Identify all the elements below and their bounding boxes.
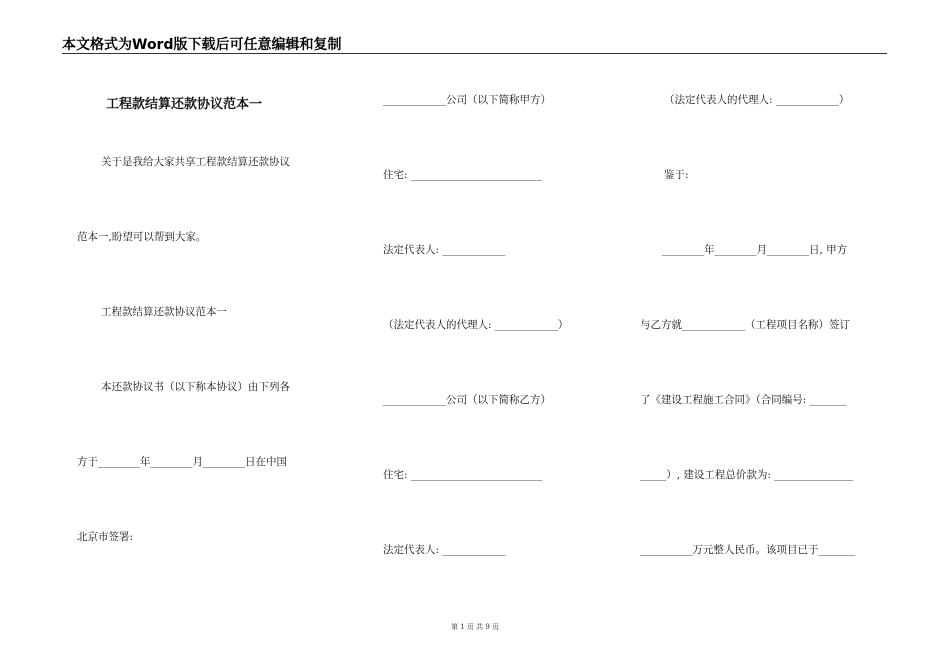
col3-line-6: _____）, 建设工程总价款为: _______________ — [640, 469, 854, 481]
col3-line-7: __________万元整人民币。该项目已于_______ — [640, 544, 856, 556]
col2-line-5: ____________公司（以下简称乙方） — [383, 394, 551, 406]
page-number: 第 1 页 共 9 页 — [450, 623, 500, 631]
col2-line-1: ____________公司（以下简称甲方） — [383, 94, 551, 106]
col1-line-1: 关于是我给大家共享工程款结算还款协议 — [101, 156, 290, 168]
col2-line-6: 住宅: _________________________ — [383, 469, 543, 481]
col1-line-5: 方于________年________月________日在中国 — [77, 456, 287, 468]
col3-line-3: ________年________月________日, 甲方 — [662, 244, 848, 256]
col1-line-4: 本还款协议书（以下称本协议）由下列各 — [101, 381, 290, 393]
col1-line-2: 范本一,盼望可以帮到大家。 — [77, 231, 207, 243]
document-title: 工程款结算还款协议范本一 — [106, 97, 263, 112]
col3-line-4: 与乙方就____________（工程项目名称）签订 — [640, 319, 850, 331]
document-header: 本文格式为Word版下载后可任意编辑和复制 — [62, 37, 342, 53]
col1-line-6: 北京市签署: — [77, 531, 134, 543]
col2-line-3: 法定代表人: ____________ — [383, 244, 506, 256]
col1-line-3: 工程款结算还款协议范本一 — [101, 306, 227, 318]
col2-line-4: （法定代表人的代理人: ____________） — [383, 319, 569, 331]
header-divider — [62, 53, 887, 54]
col2-line-7: 法定代表人: ____________ — [383, 544, 506, 556]
col3-line-2: 鉴于: — [664, 169, 689, 181]
col2-line-2: 住宅: _________________________ — [383, 169, 543, 181]
col3-line-1: （法定代表人的代理人: ____________） — [664, 94, 850, 106]
col3-line-5: 了《建设工程施工合同》（合同编号: _______ — [640, 394, 847, 406]
